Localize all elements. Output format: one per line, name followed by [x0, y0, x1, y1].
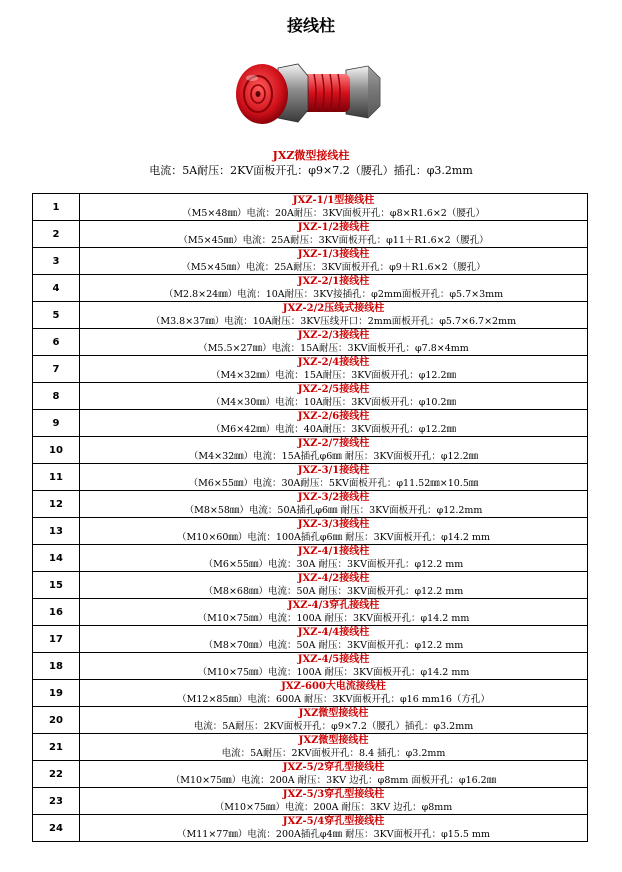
- row-number: 12: [33, 491, 80, 518]
- model-spec: 电流：5A耐压：2KV面板开孔：φ9×7.2（腰孔）插孔：φ3.2mm: [193, 721, 474, 732]
- table-row: [33, 221, 588, 248]
- model-name: JXZ-5/3穿孔型接线柱: [282, 789, 385, 800]
- row-description: [80, 275, 588, 302]
- table-row: [33, 329, 588, 356]
- table-row: [33, 302, 588, 329]
- row-number: 10: [33, 437, 80, 464]
- row-number: 23: [33, 788, 80, 815]
- table-row: [33, 464, 588, 491]
- model-name: JXZ-2/6接线柱: [297, 411, 370, 422]
- row-number: 2: [33, 221, 80, 248]
- featured-model-spec: 电流：5A耐压：2KV面板开孔：φ9×7.2（腰孔）插孔：φ3.2mm: [149, 164, 473, 177]
- table-row: [33, 383, 588, 410]
- model-spec: （M8×68㎜）电流：50A 耐压：3KV面板开孔：φ12.2 mm: [203, 586, 464, 597]
- table-row: [33, 275, 588, 302]
- model-spec: （M12×85㎜）电流：600A 耐压：3KV面板开孔：φ16 mm16（方孔）: [177, 694, 490, 705]
- row-description: [80, 518, 588, 545]
- row-description: [80, 815, 588, 842]
- row-description: [80, 356, 588, 383]
- model-spec: （M4×32㎜）电流：15A耐压：3KV面板开孔：φ12.2㎜: [210, 370, 457, 381]
- model-spec: （M6×55㎜）电流：30A 耐压：3KV面板开孔：φ12.2 mm: [203, 559, 464, 570]
- table-row: [33, 491, 588, 518]
- row-description: [80, 248, 588, 275]
- row-number: 6: [33, 329, 80, 356]
- table-row: [33, 437, 588, 464]
- model-name: JXZ-4/1接线柱: [297, 546, 370, 557]
- model-spec: （M8×70㎜）电流：50A 耐压：3KV面板开孔：φ12.2 mm: [203, 640, 464, 651]
- model-name: JXZ-2/3接线柱: [297, 330, 370, 341]
- model-spec: （M11×77㎜）电流：200A插孔φ4㎜ 耐压：3KV面板开孔：φ15.5 mm: [177, 829, 490, 840]
- model-name: JXZ-2/4接线柱: [297, 357, 370, 368]
- model-spec: （M10×75㎜）电流：200A 耐压：3KV 边孔：φ8mm: [214, 802, 453, 813]
- model-spec: （M10×75㎜）电流：100A 耐压：3KV面板开孔：φ14.2 mm: [197, 667, 470, 678]
- model-name: JXZ-2/7接线柱: [297, 438, 370, 449]
- model-spec: （M4×32㎜）电流：15A插孔φ6㎜ 耐压：3KV面板开孔：φ12.2㎜: [188, 451, 479, 462]
- model-name: JXZ-5/4穿孔型接线柱: [282, 816, 385, 827]
- table-row: [33, 815, 588, 842]
- table-row: [33, 248, 588, 275]
- row-number: 19: [33, 680, 80, 707]
- model-name: JXZ-1/2接线柱: [297, 222, 370, 233]
- row-description: [80, 734, 588, 761]
- row-description: [80, 545, 588, 572]
- model-name: JXZ微型接线柱: [298, 735, 369, 746]
- row-number: 14: [33, 545, 80, 572]
- row-description: [80, 302, 588, 329]
- row-number: 1: [33, 194, 80, 221]
- featured-model-name: JXZ微型接线柱: [272, 149, 350, 162]
- binding-post-photo: [228, 48, 393, 140]
- row-number: 8: [33, 383, 80, 410]
- model-name: JXZ-4/3穿孔接线柱: [287, 600, 380, 611]
- model-spec: （M4×30㎜）电流：10A耐压：3KV面板开孔：φ10.2㎜: [210, 397, 457, 408]
- table-row: [33, 707, 588, 734]
- model-spec: （M3.8×37㎜）电流：10A耐压：3KV压线开口：2mm面板开孔：φ5.7×6.7×2mm: [150, 316, 517, 327]
- row-number: 7: [33, 356, 80, 383]
- table-row: [33, 572, 588, 599]
- model-name: JXZ-2/5接线柱: [297, 384, 370, 395]
- row-number: 16: [33, 599, 80, 626]
- row-number: 24: [33, 815, 80, 842]
- model-spec: （M5×45㎜）电流：25A耐压：3KV面板开孔：φ11＋R1.6×2（腰孔）: [178, 235, 489, 246]
- model-spec: （M10×75㎜）电流：100A 耐压：3KV面板开孔：φ14.2 mm: [197, 613, 470, 624]
- model-spec: （M10×75㎜）电流：200A 耐压：3KV 边孔：φ8mm 面板开孔：φ16.2㎜: [170, 775, 497, 786]
- model-name: JXZ-600大电流接线柱: [281, 681, 386, 692]
- model-name: JXZ微型接线柱: [298, 708, 369, 719]
- model-spec: （M8×58㎜）电流：50A插孔φ6㎜ 耐压：3KV面板开孔：φ12.2mm: [184, 505, 483, 516]
- table-row: [33, 653, 588, 680]
- model-name: JXZ-5/2穿孔型接线柱: [282, 762, 385, 773]
- table-row: [33, 761, 588, 788]
- row-description: [80, 194, 588, 221]
- row-number: 22: [33, 761, 80, 788]
- model-name: JXZ-4/4接线柱: [297, 627, 370, 638]
- row-description: [80, 437, 588, 464]
- row-description: [80, 761, 588, 788]
- model-spec: （M5.5×27㎜）电流：15A耐压：3KV面板开孔：φ7.8×4mm: [198, 343, 469, 354]
- row-description: [80, 653, 588, 680]
- spec-table-body: [33, 194, 588, 842]
- row-description: [80, 410, 588, 437]
- row-number: 21: [33, 734, 80, 761]
- row-number: 15: [33, 572, 80, 599]
- table-row: [33, 356, 588, 383]
- row-description: [80, 599, 588, 626]
- model-spec: 电流：5A耐压：2KV面板开孔：8.4 插孔：φ3.2mm: [221, 748, 446, 759]
- row-number: 3: [33, 248, 80, 275]
- model-spec: （M5×45㎜）电流：25A耐压：3KV面板开孔：φ9＋R1.6×2（腰孔）: [181, 262, 486, 273]
- row-description: [80, 221, 588, 248]
- model-name: JXZ-4/5接线柱: [297, 654, 370, 665]
- spec-table: [32, 193, 588, 842]
- table-row: [33, 626, 588, 653]
- table-row: [33, 518, 588, 545]
- model-name: JXZ-2/2压线式接线柱: [282, 303, 385, 314]
- model-spec: （M10×60㎜）电流：100A插孔φ6㎜ 耐压：3KV面板开孔：φ14.2 mm: [177, 532, 490, 543]
- table-row: [33, 194, 588, 221]
- row-number: 11: [33, 464, 80, 491]
- page-title: 接线柱: [286, 16, 335, 35]
- model-spec: （M6×42㎜）电流：40A耐压：3KV面板开孔：φ12.2㎜: [210, 424, 457, 435]
- table-row: [33, 410, 588, 437]
- model-name: JXZ-3/2接线柱: [297, 492, 370, 503]
- row-description: [80, 680, 588, 707]
- model-name: JXZ-3/3接线柱: [297, 519, 370, 530]
- row-description: [80, 626, 588, 653]
- model-spec: （M2.8×24㎜）电流：10A耐压：3KV接插孔：φ2mm面板开孔：φ5.7×3mm: [163, 289, 504, 300]
- row-number: 5: [33, 302, 80, 329]
- model-name: JXZ-1/3接线柱: [297, 249, 370, 260]
- model-spec: （M6×55㎜）电流：30A耐压：5KV面板开孔：φ11.52㎜×10.5㎜: [188, 478, 479, 489]
- row-description: [80, 491, 588, 518]
- row-description: [80, 572, 588, 599]
- table-row: [33, 599, 588, 626]
- row-number: 9: [33, 410, 80, 437]
- binding-post-illustration: [228, 48, 393, 140]
- table-row: [33, 680, 588, 707]
- row-description: [80, 383, 588, 410]
- row-description: [80, 707, 588, 734]
- row-number: 13: [33, 518, 80, 545]
- row-description: [80, 788, 588, 815]
- row-number: 20: [33, 707, 80, 734]
- row-number: 4: [33, 275, 80, 302]
- model-spec: （M5×48㎜）电流：20A耐压：3KV面板开孔：φ8×R1.6×2（腰孔）: [182, 208, 485, 219]
- model-name: JXZ-2/1接线柱: [297, 276, 370, 287]
- model-name: JXZ-3/1接线柱: [297, 465, 370, 476]
- row-description: [80, 329, 588, 356]
- row-number: 18: [33, 653, 80, 680]
- table-row: [33, 734, 588, 761]
- model-name: JXZ-1/1型接线柱: [292, 195, 375, 206]
- table-row: [33, 788, 588, 815]
- table-row: [33, 545, 588, 572]
- row-description: [80, 464, 588, 491]
- row-number: 17: [33, 626, 80, 653]
- model-name: JXZ-4/2接线柱: [297, 573, 370, 584]
